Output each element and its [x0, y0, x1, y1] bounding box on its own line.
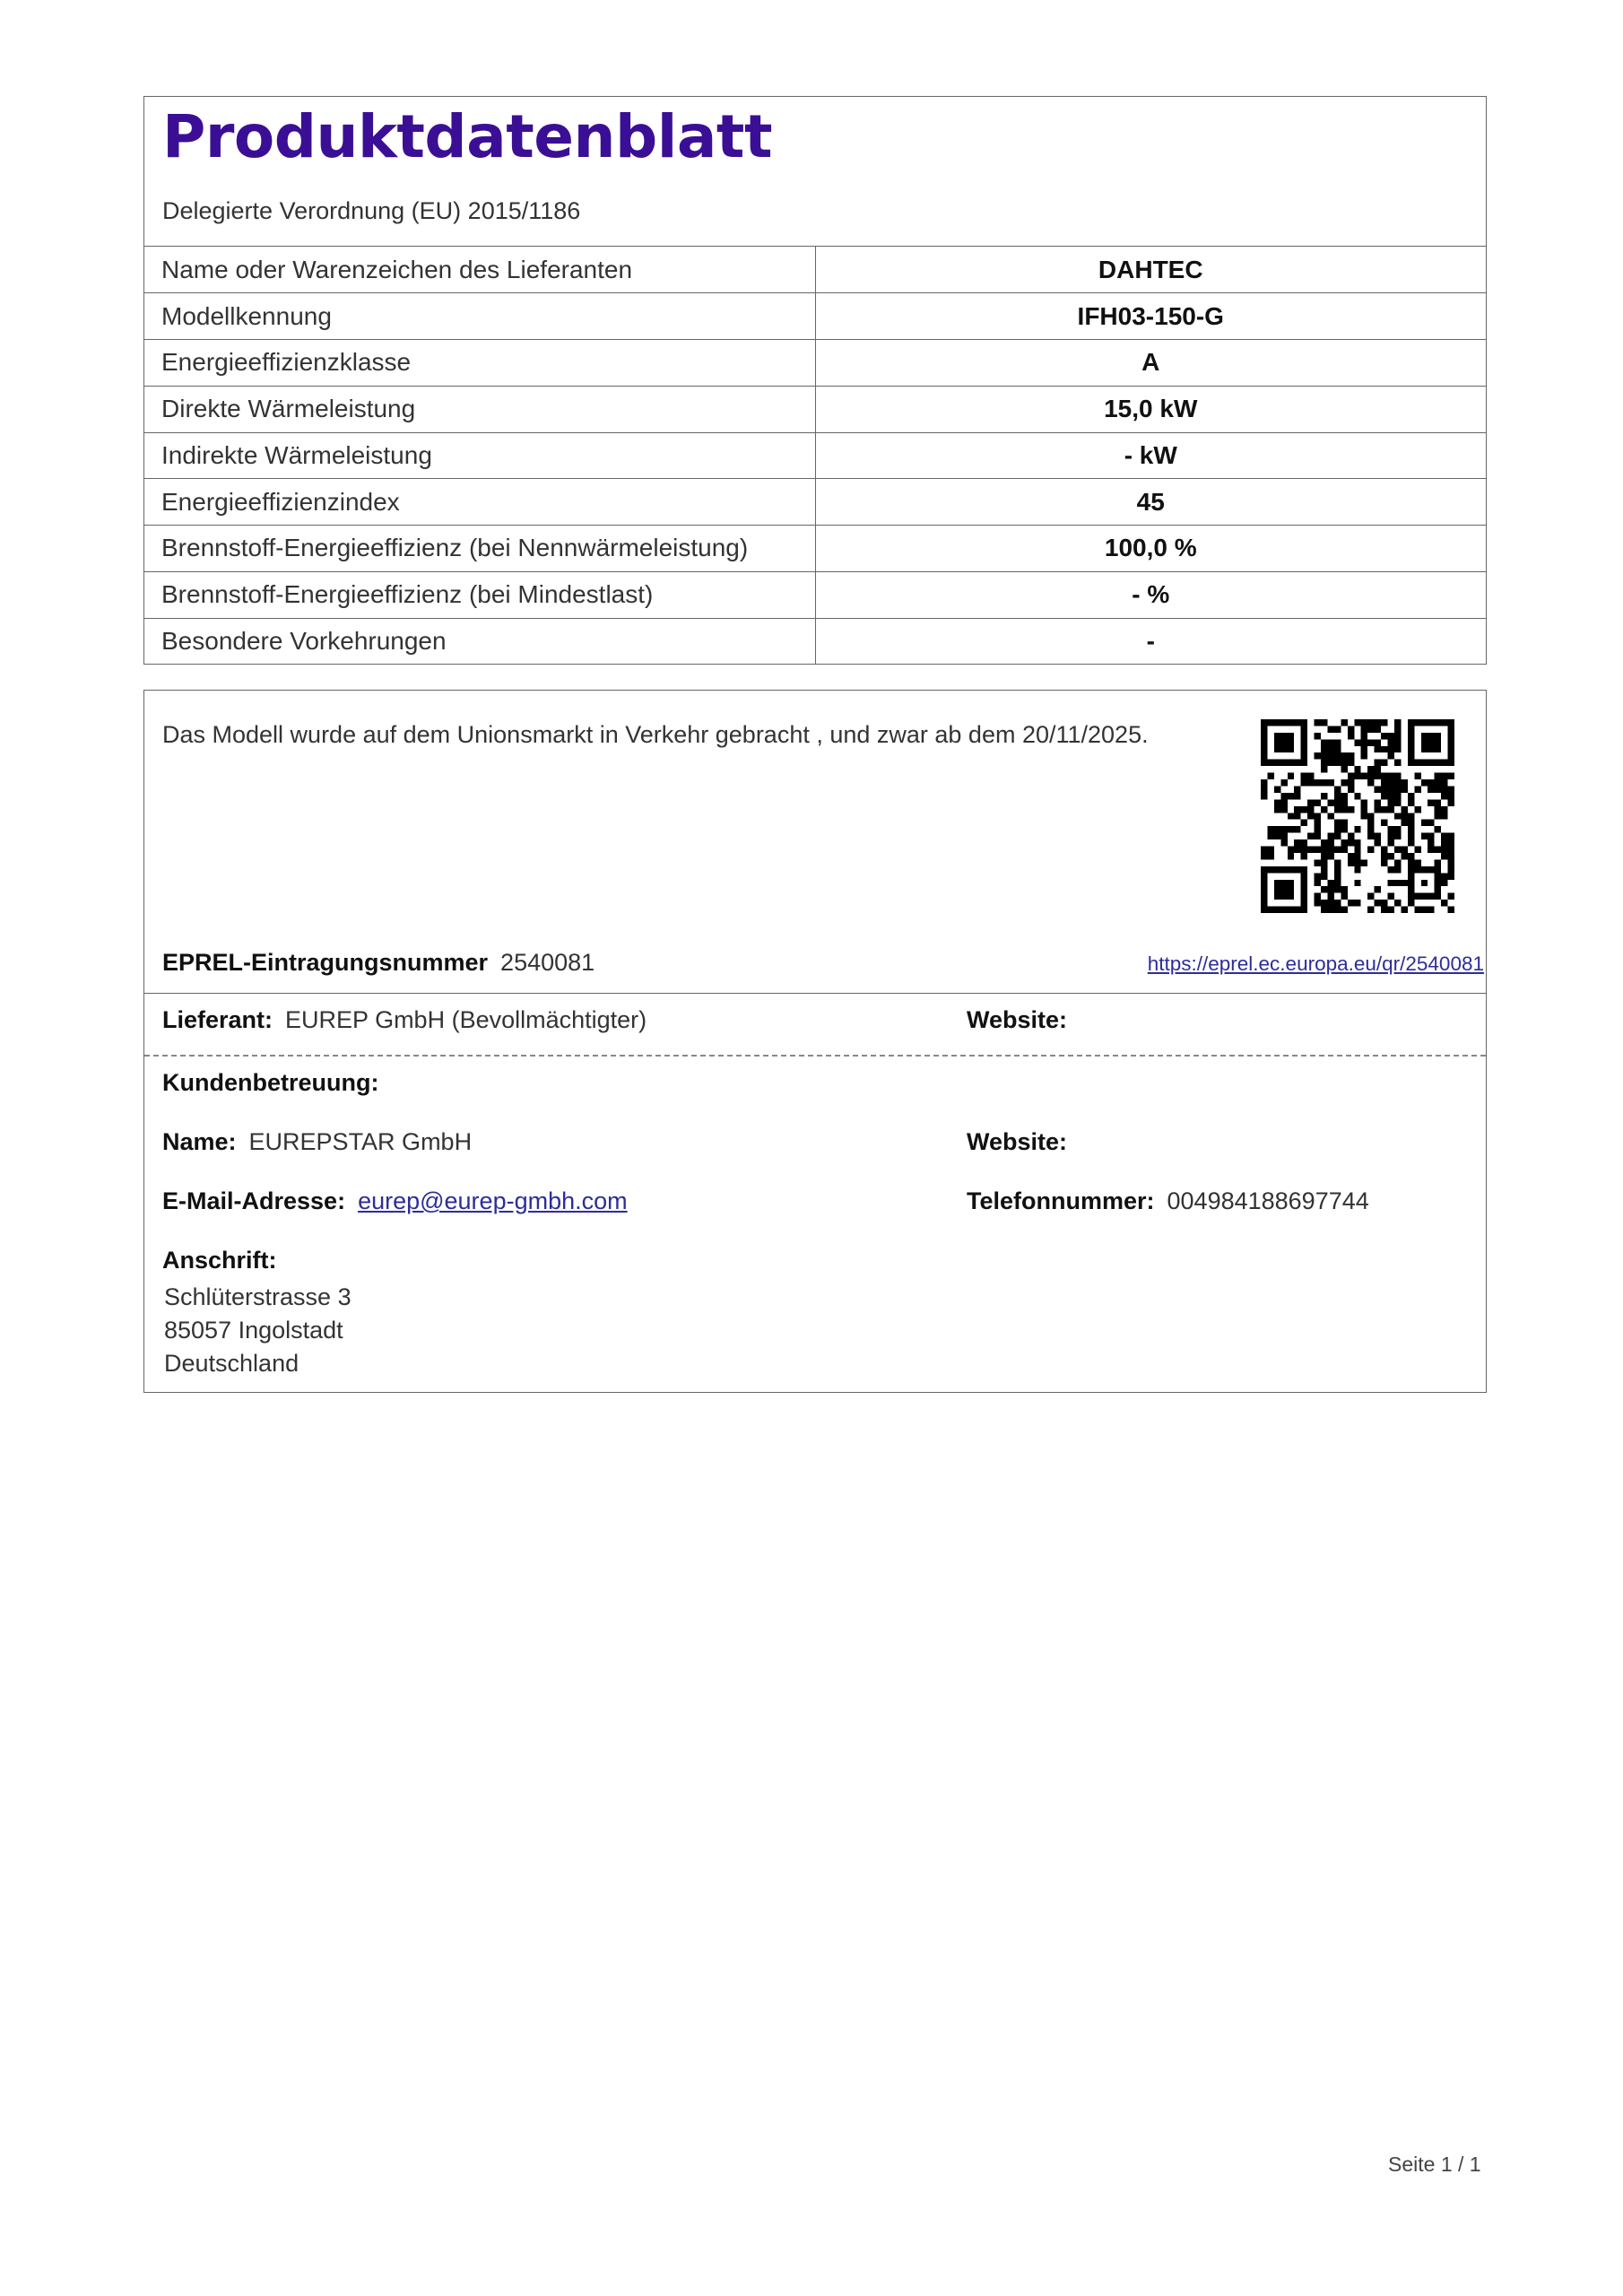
- table-row: [144, 432, 1486, 479]
- market-placement-text: Das Modell wurde auf dem Unionsmarkt in Verkehr gebracht , und zwar ab dem 20/11/2025.: [162, 721, 1149, 748]
- row-label: Direkte Wärmeleistung: [144, 386, 815, 432]
- table-row: [144, 618, 1486, 665]
- row-label: Modellkennung: [144, 293, 815, 340]
- row-label: Brennstoff-Energieeffizienz (bei Nennwärmeleistung): [144, 526, 815, 572]
- table-row: [144, 293, 1486, 340]
- customer-name-value: EUREPSTAR GmbH: [248, 1128, 473, 1155]
- eprel-link[interactable]: https://eprel.ec.europa.eu/qr/2540081: [1147, 952, 1484, 975]
- phone-label: Telefonnummer:: [967, 1187, 1155, 1214]
- eprel-registration: [162, 949, 595, 977]
- market-info: [144, 691, 1486, 994]
- table-row: [144, 386, 1486, 432]
- customer-service-heading: Kundenbetreuung:: [162, 1069, 379, 1096]
- row-label: Indirekte Wärmeleistung: [144, 432, 815, 479]
- table-row: [144, 526, 1486, 572]
- spec-table: [144, 247, 1486, 665]
- row-value: IFH03-150-G: [815, 293, 1486, 340]
- regulation-reference: Delegierte Verordnung (EU) 2015/1186: [162, 197, 581, 224]
- customer-email: [162, 1187, 628, 1215]
- address-heading: Anschrift:: [162, 1247, 277, 1274]
- contact-section: [143, 690, 1487, 1393]
- page-number: Seite 1 / 1: [1388, 2152, 1481, 2176]
- product-data-sheet: [143, 96, 1487, 665]
- sheet-header: [144, 97, 1486, 247]
- eprel-number: 2540081: [500, 949, 595, 976]
- supplier-row: [144, 994, 1486, 1057]
- phone-number: 004984188697744: [1167, 1187, 1369, 1214]
- customer-phone: [967, 1187, 1369, 1215]
- supplier-label: Lieferant:: [162, 1006, 273, 1033]
- row-label: Energieeffizienzindex: [144, 479, 815, 526]
- row-value: - %: [815, 571, 1486, 618]
- supplier-website-label: Website:: [967, 1006, 1068, 1033]
- customer-website: [967, 1128, 1080, 1156]
- table-row: [144, 479, 1486, 526]
- address: [164, 1281, 352, 1380]
- email-label: E-Mail-Adresse:: [162, 1187, 346, 1214]
- row-label: Energieeffizienzklasse: [144, 340, 815, 387]
- supplier-name: EUREP GmbH (Bevollmächtigter): [285, 1006, 647, 1033]
- row-label: Besondere Vorkehrungen: [144, 618, 815, 665]
- table-row: [144, 247, 1486, 293]
- row-value: - kW: [815, 432, 1486, 479]
- address-line: Deutschland: [164, 1350, 299, 1377]
- table-row: [144, 571, 1486, 618]
- customer-website-label: Website:: [967, 1128, 1068, 1155]
- row-value: -: [815, 618, 1486, 665]
- row-value: A: [815, 340, 1486, 387]
- supplier-website: [967, 1006, 1080, 1034]
- customer-name: [162, 1128, 472, 1156]
- qr-code-icon[interactable]: [1261, 719, 1454, 913]
- email-link[interactable]: eurep@eurep-gmbh.com: [358, 1187, 628, 1214]
- row-value: 100,0 %: [815, 526, 1486, 572]
- row-value: 45: [815, 479, 1486, 526]
- row-label: Name oder Warenzeichen des Lieferanten: [161, 255, 633, 283]
- address-line: 85057 Ingolstadt: [164, 1317, 343, 1344]
- customer-name-label: Name:: [162, 1128, 237, 1155]
- address-line: Schlüterstrasse 3: [164, 1283, 352, 1310]
- table-row: [144, 340, 1486, 387]
- row-value: DAHTEC: [815, 247, 1486, 293]
- row-value: 15,0 kW: [815, 386, 1486, 432]
- eprel-label: EPREL-Eintragungsnummer: [162, 949, 489, 976]
- customer-service: [144, 1057, 1486, 1394]
- supplier-info: [162, 1006, 647, 1034]
- row-label: Brennstoff-Energieeffizienz (bei Mindestlast): [144, 571, 815, 618]
- page-title: Produktdatenblatt: [162, 102, 773, 171]
